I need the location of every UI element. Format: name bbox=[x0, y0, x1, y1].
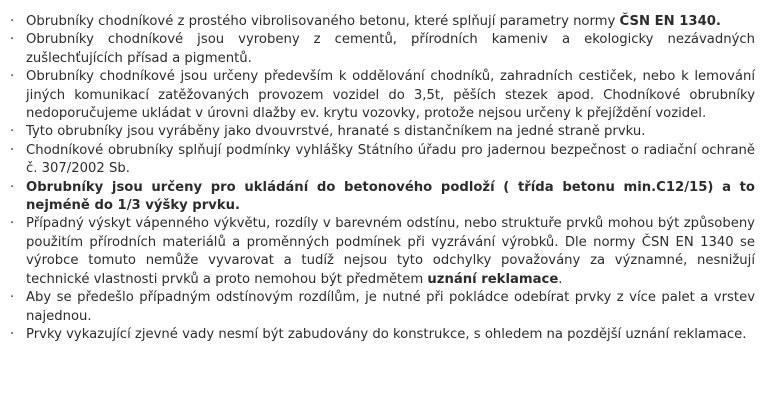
item-text: Prvky vykazující zjevné vady nesmí být zabudovány do konstrukce, s ohledem na pozdější uznání reklamace. bbox=[26, 326, 747, 342]
list-item bbox=[10, 179, 755, 216]
item-text: Chodníkové obrubníky splňují podmínky vyhlášky Státního úřadu pro jadernou bezpečnost o radiační ochraně č. 307/2002 Sb. bbox=[26, 142, 755, 177]
list-item bbox=[10, 123, 755, 141]
item-text: Aby se předešlo případným odstínovým rozdílům, je nutné při pokládce odebírat prvky z více palet a vrstev najednou. bbox=[26, 290, 755, 324]
list-item bbox=[10, 215, 755, 289]
list-item bbox=[10, 68, 755, 123]
item-text: Obrubníky chodníkové jsou určeny především k oddělování chodníků, zahradních cestiček, nebo k lemování jiných komunikací zatěžovaných provozem vozidel do 3,5t, pěších stezek apod. Chodníkové obrubníky nedoporučujeme ukládat v úrovni dlažby ev. krytu vozovky, protože nejsou určeny k přejíždění vozidel. bbox=[26, 69, 755, 122]
list-item bbox=[10, 142, 755, 179]
bullet-list bbox=[10, 13, 755, 344]
item-text-bold: uznání reklamace bbox=[427, 271, 559, 287]
item-text: Obrubníky chodníkové z prostého vibrolisovaného betonu, které splňují parametry normy bbox=[26, 14, 620, 29]
item-text-bold: Obrubníky jsou určeny pro ukládání do betonového podloží ( třída betonu min.C12/15) a to nejméně do 1/3 výšky prvku. bbox=[26, 179, 755, 214]
list-item bbox=[10, 31, 755, 68]
list-item bbox=[10, 13, 755, 31]
item-text: Případný výskyt vápenného výkvětu, rozdíly v barevném odstínu, nebo struktuře prvků mohou být způsobeny použitím přírodních materiálů a proměnných podmínek při vyzrávání výrobků. Dle normy ČSN EN 1340 se výrobce tomuto nemůže vyvarovat a tudíž nejsou tyto odchylky považovány za významné, nesnižují technické vlastnosti prvků a proto nemohou být předmětem bbox=[26, 216, 755, 287]
list-item bbox=[10, 326, 755, 344]
list-item bbox=[10, 289, 755, 326]
item-text: . bbox=[558, 271, 563, 287]
item-text: Obrubníky chodníkové jsou vyrobeny z cementů, přírodních kameniv a ekologicky nezávadných zušlechťujících přísad a pigmentů. bbox=[26, 32, 755, 66]
item-text: Tyto obrubníky jsou vyráběny jako dvouvrstvé, hranaté s distančníkem na jedné straně prvku. bbox=[26, 124, 646, 140]
item-text-bold: ČSN EN 1340. bbox=[619, 14, 721, 29]
